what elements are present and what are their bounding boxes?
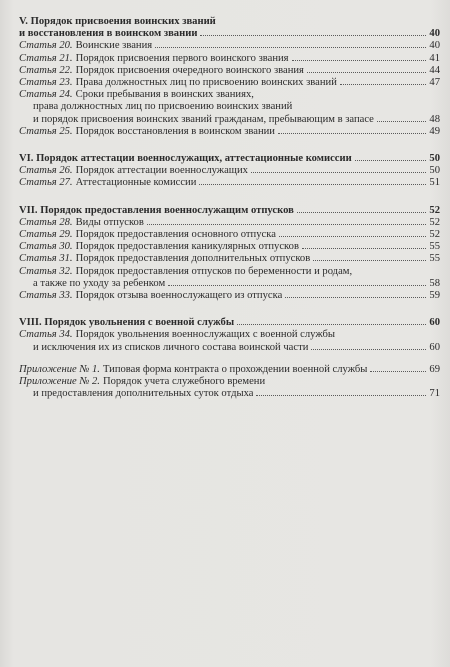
section-heading-text: VI. Порядок аттестации военнослужащих, аттестационные комиссии xyxy=(19,153,352,165)
article-label: Статья 25. xyxy=(19,125,73,137)
section-v xyxy=(19,16,440,138)
article-title-continued: права должностных лиц по присвоению воинских званий xyxy=(33,101,293,113)
article-title: Аттестационные комиссии xyxy=(75,177,197,189)
article-title: Порядок присвоения первого воинского звания xyxy=(75,52,289,64)
toc-entry xyxy=(19,329,440,353)
dot-leader xyxy=(302,248,426,249)
toc-entry xyxy=(19,77,440,89)
toc-entry-line xyxy=(19,101,440,113)
page-number: 47 xyxy=(429,77,440,89)
article-title: Порядок присвоения очередного воинского звания xyxy=(75,64,304,76)
article-title: Порядок восстановления в воинском звании xyxy=(75,125,275,137)
toc-entry xyxy=(19,177,440,189)
toc-entry xyxy=(19,266,440,290)
article-label: Статья 33. xyxy=(19,290,73,302)
appendix-label: Приложение № 1. xyxy=(19,363,100,375)
article-label: Статья 26. xyxy=(19,165,73,177)
dot-leader xyxy=(307,72,426,73)
article-title: Права должностных лиц по присвоению воинских званий xyxy=(75,77,337,89)
toc-entry xyxy=(19,89,440,126)
dot-leader xyxy=(355,160,426,161)
article-label: Статья 29. xyxy=(19,229,73,241)
dot-leader xyxy=(200,35,426,36)
article-title: Порядок увольнения военнослужащих с военной службы xyxy=(75,329,336,341)
toc-entry xyxy=(19,126,440,138)
article-title: Сроки пребывания в воинских званиях, xyxy=(75,89,254,101)
article-title: Виды отпусков xyxy=(75,216,144,228)
article-title: Порядок предоставления отпусков по беременности и родам, xyxy=(75,265,353,277)
section-heading xyxy=(19,205,440,217)
article-title: Порядок предоставления основного отпуска xyxy=(75,229,276,241)
dot-leader xyxy=(147,224,426,225)
appendix-title: Типовая форма контракта о прохождении военной службы xyxy=(102,363,368,375)
section-heading-text: VIII. Порядок увольнения с военной службы xyxy=(19,317,235,329)
dot-leader xyxy=(297,212,426,213)
dot-leader xyxy=(237,324,426,325)
page-number: 40 xyxy=(429,28,440,40)
toc-entry xyxy=(19,290,440,302)
page-number: 60 xyxy=(429,317,440,329)
toc-entry-line xyxy=(19,114,440,126)
section-heading xyxy=(19,153,440,165)
page-number: 52 xyxy=(429,229,440,241)
page-number: 51 xyxy=(429,177,440,189)
article-label: Статья 21. xyxy=(19,52,73,64)
article-label: Статья 27. xyxy=(19,177,73,189)
page-number: 59 xyxy=(429,290,440,302)
dot-leader xyxy=(256,395,426,396)
section-heading-line: V. Порядок присвоения воинских званий xyxy=(19,16,216,27)
section-heading-text: VII. Порядок предоставления военнослужащим отпусков xyxy=(19,204,294,216)
page-number: 55 xyxy=(429,241,440,253)
page-number: 41 xyxy=(429,52,440,64)
appendix-label: Приложение № 2. xyxy=(19,376,100,388)
toc-entry xyxy=(19,229,440,241)
toc-entry xyxy=(19,53,440,65)
section-heading-text: и восстановления в воинском звании xyxy=(19,28,198,40)
appendix-entry xyxy=(19,364,440,376)
article-title: Порядок отзыва военнослужащего из отпуска xyxy=(75,290,283,302)
toc-entry-line xyxy=(19,329,440,341)
section-spacer xyxy=(19,138,440,153)
toc-entry-line xyxy=(19,266,440,278)
dot-leader xyxy=(370,371,426,372)
toc-entry xyxy=(19,241,440,253)
dot-leader xyxy=(311,349,426,350)
section-vii xyxy=(19,205,440,303)
appendix-entry xyxy=(19,376,440,400)
toc-entry xyxy=(19,65,440,77)
page-number: 44 xyxy=(429,64,440,76)
page-number: 40 xyxy=(429,40,440,52)
article-label: Статья 31. xyxy=(19,253,73,265)
section-spacer xyxy=(19,190,440,205)
appendix-entry-line xyxy=(19,388,440,400)
appendix-title: Порядок учета служебного времени xyxy=(102,376,266,388)
dot-leader xyxy=(168,285,426,286)
dot-leader xyxy=(199,184,426,185)
dot-leader xyxy=(313,260,426,261)
article-title: Порядок предоставления дополнительных отпусков xyxy=(75,253,311,265)
appendix-title-continued: и предоставления дополнительных суток отдыха xyxy=(33,388,254,400)
appendix-entry-line xyxy=(19,376,440,388)
article-label: Статья 20. xyxy=(19,40,73,52)
dot-leader xyxy=(278,133,426,134)
page-number: 52 xyxy=(429,216,440,228)
page-number: 69 xyxy=(429,363,440,375)
toc-entry xyxy=(19,165,440,177)
article-label: Статья 23. xyxy=(19,77,73,89)
dot-leader xyxy=(377,121,426,122)
section-spacer xyxy=(19,302,440,317)
article-label: Статья 30. xyxy=(19,241,73,253)
article-title: Воинские звания xyxy=(75,40,153,52)
toc-entry xyxy=(19,40,440,52)
toc-entry xyxy=(19,253,440,265)
page-number: 71 xyxy=(429,388,440,400)
table-of-contents xyxy=(19,16,440,400)
page-number: 50 xyxy=(429,165,440,177)
section-vi xyxy=(19,153,440,190)
page-number: 52 xyxy=(429,204,440,216)
section-heading xyxy=(19,28,440,40)
dot-leader xyxy=(155,47,426,48)
article-title: Порядок аттестации военнослужащих xyxy=(75,165,248,177)
dot-leader xyxy=(285,297,426,298)
dot-leader xyxy=(279,236,426,237)
dot-leader xyxy=(340,84,426,85)
article-label: Статья 34. xyxy=(19,329,73,341)
page-number: 58 xyxy=(429,277,440,289)
article-label: Статья 32. xyxy=(19,265,73,277)
toc-entry-line xyxy=(19,278,440,290)
dot-leader xyxy=(251,172,426,173)
section-viii xyxy=(19,317,440,354)
page-number: 55 xyxy=(429,253,440,265)
article-title: Порядок предоставления каникулярных отпусков xyxy=(75,241,299,253)
appendices xyxy=(19,364,440,401)
page-number: 49 xyxy=(429,125,440,137)
toc-entry-line xyxy=(19,89,440,101)
article-title-continued: и порядок присвоения воинских званий гражданам, пребывающим в запасе xyxy=(33,113,374,125)
page-number: 60 xyxy=(429,341,440,353)
article-label: Статья 28. xyxy=(19,216,73,228)
toc-entry xyxy=(19,217,440,229)
dot-leader xyxy=(292,60,426,61)
article-title-continued: а также по уходу за ребенком xyxy=(33,277,166,289)
article-label: Статья 22. xyxy=(19,64,73,76)
page-number: 48 xyxy=(429,113,440,125)
article-label: Статья 24. xyxy=(19,89,73,101)
toc-entry-line xyxy=(19,342,440,354)
page-number: 50 xyxy=(429,153,440,165)
section-spacer xyxy=(19,354,440,364)
section-heading xyxy=(19,317,440,329)
article-title-continued: и исключения их из списков личного состава воинской части xyxy=(33,341,309,353)
